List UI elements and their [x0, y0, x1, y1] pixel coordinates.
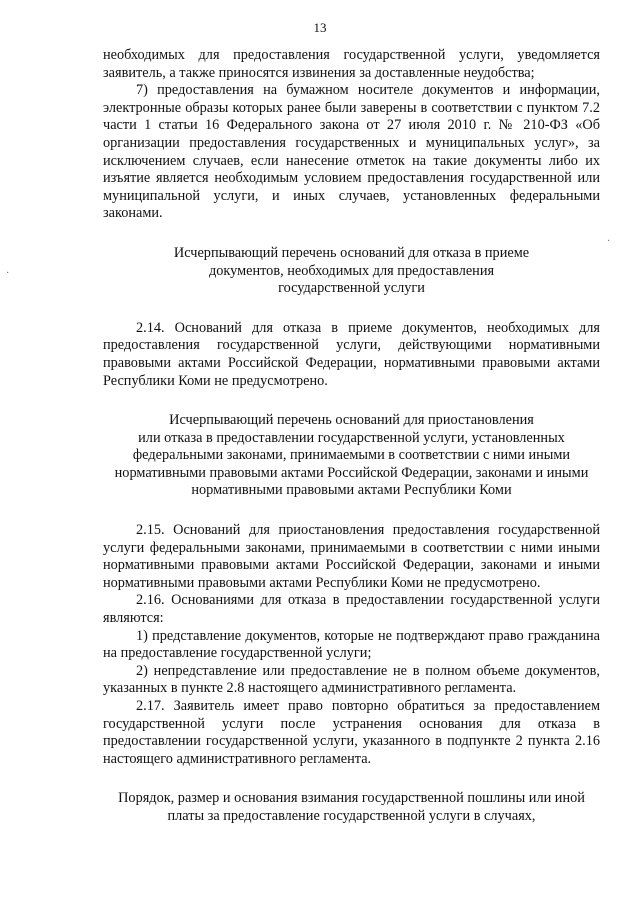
paragraph: 2.15. Оснований для приостановления предоставления государственной услуги федеральными законами, принимаемыми в соответствии с ними иными нормативными правовыми актами Российской Федерации, законами и иными нормативными правовыми актами Республики Коми не предусмотрено.	[103, 522, 600, 591]
heading-line: государственной услуги	[278, 280, 425, 297]
section-gap	[103, 500, 600, 522]
paragraph: 2.16. Основаниями для отказа в предоставлении государственной услуги являются:	[103, 592, 600, 627]
scan-speck: ·	[6, 268, 10, 279]
heading-line: документов, необходимых для предоставления	[208, 262, 495, 279]
paragraph: 7) предоставления на бумажном носителе документов и информации, электронные образы которых ранее были заверены в соответствии с пунктом 7.2 части 1 статьи 16 Федерального закона от 27 июля 2010 г. № 210-ФЗ «Об организации предоставления государственных и муниципальных услуг», за исключением случаев, если нанесение отметок на такие документы либо их изъятие является необходимым условием предоставления государственной или муниципальной услуги, и иных случаев, установленных федеральными законами.	[103, 82, 600, 222]
heading-line: федеральными законами, принимаемыми в соответствии с ними иными	[132, 447, 571, 464]
heading-line: нормативными правовыми актами Республики Коми	[191, 482, 512, 499]
page-number: 13	[313, 20, 327, 35]
section-heading	[103, 245, 600, 298]
section-heading	[103, 790, 600, 825]
paragraph: 2.14. Оснований для отказа в приеме документов, необходимых для предоставления государственной услуги, действующими нормативными правовыми актами Российской Федерации, нормативными правовыми актами Республики Коми не предусмотрено.	[103, 319, 600, 389]
heading-line: или отказа в предоставлении государственной услуги, установленных	[138, 429, 565, 446]
scan-speck: ·	[607, 236, 611, 247]
section-gap	[103, 298, 600, 320]
document-body	[103, 47, 600, 826]
section-gap	[103, 768, 600, 790]
heading-line: нормативными правовыми актами Российской Федерации, законами и иными	[114, 464, 589, 481]
paragraph: 1) представление документов, которые не подтверждают право гражданина на предоставление государственной услуги;	[103, 627, 600, 662]
section-gap	[103, 223, 600, 245]
heading-line: Порядок, размер и основания взимания государственной пошлины или иной	[118, 790, 585, 807]
section-gap	[103, 390, 600, 412]
heading-line: Исчерпывающий перечень оснований для отказа в приеме	[173, 244, 530, 261]
heading-line: Исчерпывающий перечень оснований для приостановления	[169, 412, 534, 429]
heading-line: платы за предоставление государственной услуги в случаях,	[167, 807, 536, 824]
section-heading	[103, 412, 600, 500]
paragraph: 2.17. Заявитель имеет право повторно обратиться за предоставлением государственной услуги после устранения основания для отказа в предоставлении государственной услуги, указанного в подпункте 2 пункта 2.16 настоящего административного регламента.	[103, 698, 600, 767]
paragraph: 2) непредставление или предоставление не в полном объеме документов, указанных в пункте 2.8 настоящего административного регламента.	[103, 662, 600, 697]
paragraph: необходимых для предоставления государственной услуги, уведомляется заявитель, а также приносятся извинения за доставленные неудобства;	[103, 47, 600, 81]
